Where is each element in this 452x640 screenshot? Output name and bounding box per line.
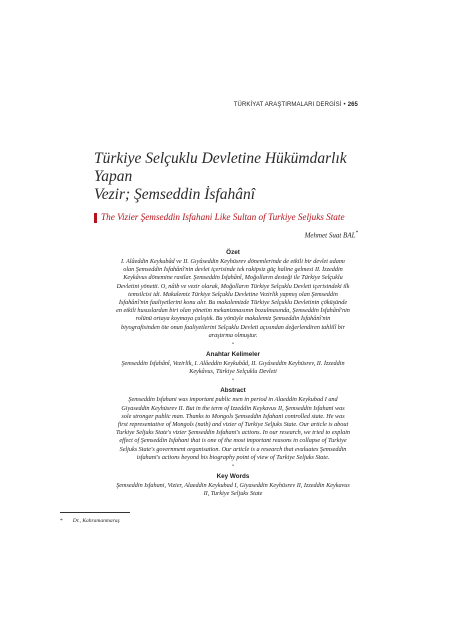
footnote	[60, 518, 120, 524]
footnote-text: Dr., Kahramanmaraş	[72, 518, 120, 524]
page-number: 265	[347, 102, 358, 108]
article-title	[94, 150, 374, 204]
section-bullet: •	[232, 378, 234, 384]
keywords-en-heading: Key Words	[216, 473, 250, 481]
article-title-line-1: Türkiye Selçuklu Devletine Hükümdarlık Yapan	[94, 150, 347, 185]
keywords-tr-text: Şemseddin İsfahânî, Vezirlik, I. Alâeddin Keykubâd, II. Gıyâseddin Keyhüsrev, II. İzzeddin Keykâvus, Türkiye Selçuklu Devleti	[121, 360, 345, 376]
keywords-en-text: Şemseddin Isfahani, Vizier, Alaeddin Keykubad I, Giyaseddin Keyhüsrev II, Izzeddin Keykavus II, Turkiye Seljuks State	[116, 482, 350, 498]
article-subtitle: The Vizier Şemseddin Isfahani Like Sultan of Turkiye Seljuks State	[101, 212, 345, 222]
ozet-text: I. Alâeddin Keykubâd ve II. Gıyâseddin Keyhüsrev dönemlerinde de etkili bir devlet adamı olan Şemseddin İsfahânî'nin devlet içerisinde tek rakipsiz güç haline gelmesi II. İzzeddin Keykâvus dönemine rastlar. Şemseddin İsfahânî, Moğolların desteği ile Türkiye Selçuklu Devletini yönetti. O, nâib ve vezir olarak, Moğolların Türkiye Selçuklu Devleti içerisindeki ilk temsilcisi idi. Makalemiz Türkiye Selçuklu Devletine Vezirlik yapmış olan Şemseddin İsfahânî'nin faaliyetlerini konu alır. Bu makalemizde Türkiye Selçuklu Devletinin çöküşünde en etkili hususlardan biri olan yönetim mekanizmasının bozulmasında, Şemseddin İsfahânî'nin rolünü ortaya koymaya çalıştık. Bu yönüyle makalemiz Şemseddin İsfahânî'nin biyografisinden öte onun faaliyetlerini Selçuklu Devleti açısından değerlendiren tahlilî bir araştırma olmuştur.	[116, 258, 350, 339]
section-bullet: •	[232, 464, 234, 470]
abstract-heading: Abstract	[220, 387, 246, 395]
author-name	[305, 231, 358, 239]
article-title-line-2: Vezir; Şemseddin İsfahânî	[94, 186, 256, 203]
subtitle-accent-bar	[94, 213, 97, 223]
section-bullet: •	[232, 342, 234, 348]
footnote-divider	[60, 512, 130, 513]
journal-name: TÜRKİYAT ARAŞTIRMALARI DERGİSİ	[233, 102, 342, 108]
keywords-tr-heading: Anahtar Kelimeler	[206, 351, 260, 359]
abstract-text: Şemseddin Isfahani was important public men in period in Alaeddin Keykubad I and Giyaseddin Keyhüsrev II. But in the term of Izzeddin Keykavus II, Şemseddin Isfahani was sole stronger public man. Thanks to Mongols Şemseddin Isfahani controlled state. He was first representative of Mongols (naib) and vizier of Turkiye Seljuks State. Our article is about Turkiye Seljuks State's vizier Şemseddin Isfahani's actions. In our research, we tried to explain effect of Şemseddin Isfahani that is one of the most important reasons in collapse of Turkiye Seljuks State's government organisation. Our article is a research that evaluates Şemseddin isfahani's actions beyond his biography point of view of Turkiye Seljuks State.	[116, 396, 351, 461]
ozet-heading: Özet	[226, 249, 240, 256]
abstract-block	[116, 249, 350, 498]
author-name-text: Mehmet Suat BAL	[304, 231, 356, 240]
running-header	[234, 102, 358, 108]
header-separator: •	[343, 102, 346, 108]
author-footnote-mark: *	[355, 231, 358, 236]
footnote-mark: *	[60, 518, 63, 524]
